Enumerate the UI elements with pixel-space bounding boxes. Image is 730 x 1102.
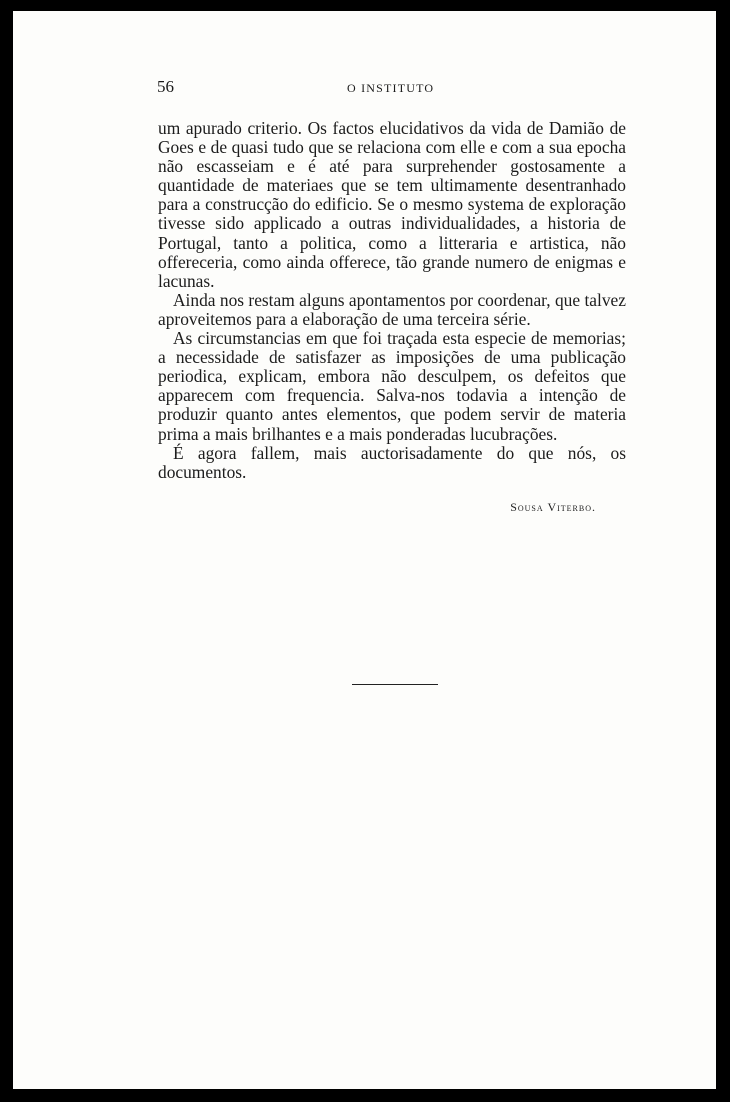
body-text (158, 119, 626, 482)
paragraph-notes: Ainda nos restam alguns apontamentos por coordenar, que talvez aproveitemos para a elaboração de uma terceira série. (158, 289, 626, 329)
paragraph-continuation: um apurado criterio. Os factos elucidativos da vida de Damião de Goes e de quasi tudo que se relaciona com elle e com a sua epocha não escasseiam e é até para surprehender gostosamente a quantidade de materiaes que se tem ultimamente desentranhado para a construcção do edificio. Se o mesmo systema de exploração tivesse sido applicado a outras individualidades, a historia de Portugal, tanto a politica, como a litteraria e artistica, não offereceria, como ainda offerece, tão grande numero de enigmas e lacunas. (158, 118, 626, 291)
book-page (13, 11, 716, 1089)
paragraph-circumstances: As circumstancias em que foi traçada esta especie de memorias; a necessidade de satisfazer as imposições de uma publicação periodica, explicam, embora não desculpem, os defeitos que apparecem com frequencia. Salva-nos todavia a intenção de produzir quanto antes elementos, que podem servir de materia prima a mais brilhantes e a mais ponderadas lucubrações. (158, 328, 626, 444)
running-head (13, 77, 716, 107)
section-end-rule (352, 684, 438, 685)
paragraph-closing: É agora fallem, mais auctorisadamente do que nós, os documentos. (158, 442, 626, 482)
page-number: 56 (157, 77, 174, 96)
author-signature: Sousa Viterbo. (510, 500, 596, 514)
journal-title: O INSTITUTO (347, 81, 435, 95)
